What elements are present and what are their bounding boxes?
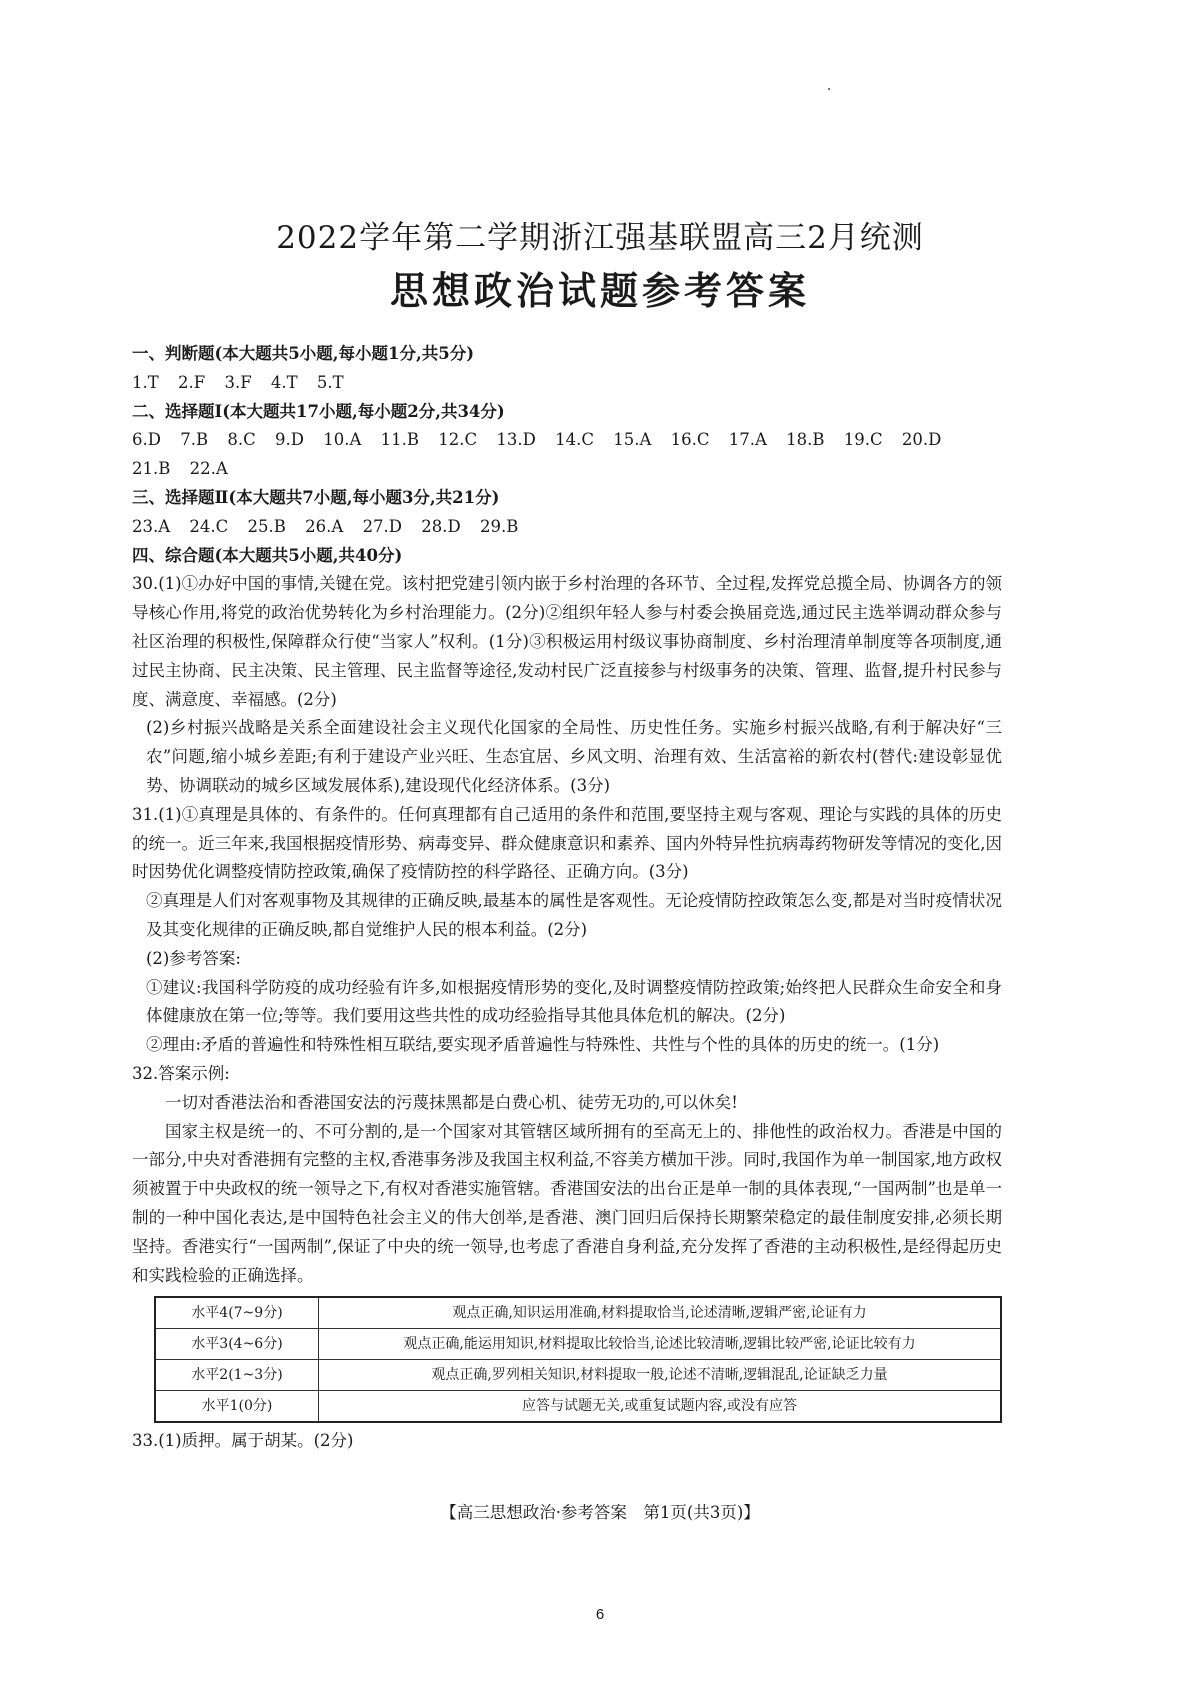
grade-description: 观点正确,罗列相关知识,材料提取一般,论述不清晰,逻辑混乱,论证缺乏力量 <box>319 1360 1002 1391</box>
answer-item: 6.D <box>132 430 161 450</box>
q31-part1-b: ②真理是人们对客观事物及其规律的正确反映,最基本的属性是客观性。无论疫情防控政策怎么变,都是对当时疫情状况及其变化规律的正确反映,都自觉维护人民的根本利益。(2分) <box>146 891 1002 939</box>
grade-description: 应答与试题无关,或重复试题内容,或没有应答 <box>319 1391 1002 1423</box>
page-number: 6 <box>595 1606 605 1623</box>
answer-item: 5.T <box>316 372 344 392</box>
grade-description: 观点正确,能运用知识,材料提取比较恰当,论述比较清晰,逻辑比较严密,论证比较有力 <box>319 1329 1002 1360</box>
q30-part2: (2)乡村振兴战略是关系全面建设社会主义现代化国家的全局性、历史性任务。实施乡村振兴战略,有利于解决好“三农”问题,缩小城乡差距;有利于建设产业兴旺、生态宜居、乡风文明、治理有效、生活富裕的新农村(替代:建设彰显优势、协调联动的城乡区域发展体系),建设现代化经济体系。(3分) <box>146 718 1002 795</box>
answer-item: 15.A <box>613 430 652 450</box>
q31-part2-reason: ②理由:矛盾的普遍性和特殊性相互联结,要实现矛盾普遍性与特殊性、共性与个性的具体的历史的统一。(1分) <box>146 1035 940 1055</box>
answer-item: 2.F <box>178 372 206 392</box>
answer-item: 29.B <box>480 516 519 536</box>
grading-table <box>154 1296 1002 1423</box>
answer-item: 4.T <box>270 372 298 392</box>
document-title: 2022学年第二学期浙江强基联盟高三2月统测 <box>276 220 924 256</box>
answer-item: 1.T <box>132 372 159 392</box>
answer-item: 20.D <box>901 430 942 450</box>
table-row <box>155 1329 1001 1360</box>
scan-speck <box>828 88 830 90</box>
answer-item: 9.D <box>274 430 304 450</box>
answer-item: 21.B <box>132 459 171 479</box>
answer-item: 22.A <box>189 459 228 479</box>
answer-item: 7.B <box>180 430 209 450</box>
answer-item: 24.C <box>189 516 229 536</box>
answer-item: 8.C <box>227 430 256 450</box>
page-footer: 【高三思想政治·参考答案 第1页(共3页)】 <box>440 1503 760 1522</box>
q30-part1: 30.(1)①办好中国的事情,关键在党。该村把党建引领内嵌于乡村治理的各环节、全过程,发挥党总揽全局、协调各方的领导核心作用,将党的政治优势转化为乡村治理能力。(2分)②组织年轻人参与村委会换届竞选,通过民主选举调动群众参与社区治理的积极性,保障群众行使“当家人”权利。(1分)③积极运用村级议事协商制度、乡村治理清单制度等各项制度,通过民主协商、民主决策、民主管理、民主监督等途径,发动村民广泛直接参与村级事务的决策、管理、监督,提升村民参与度、满意度、幸福感。(2分) <box>132 574 1002 709</box>
section-4-heading: 四、综合题(本大题共5小题,共40分) <box>132 545 403 565</box>
answer-item: 12.C <box>438 430 478 450</box>
section-2-answers-line2 <box>132 455 1002 484</box>
answer-item: 3.F <box>224 372 252 392</box>
grade-level: 水平1(0分) <box>155 1391 319 1423</box>
section-2-heading: 二、选择题Ⅰ(本大题共17小题,每小题2分,共34分) <box>132 401 505 421</box>
q32-answer-body: 国家主权是统一的、不可分割的,是一个国家对其管辖区域所拥有的至高无上的、排他性的政治权力。香港是中国的一部分,中央对香港拥有完整的主权,香港事务涉及我国主权利益,不容美方横加干涉。同时,我国作为单一制国家,地方政权须被置于中央政权的统一领导之下,有权对香港实施管辖。香港国安法的出台正是单一制的具体表现,“一国两制”也是单一制的一种中国化表达,是中国特色社会主义的伟大创举,是香港、澳门回归后保持长期繁荣稳定的最佳制度安排,必须长期坚持。香港实行“一国两制”,保证了中央的统一领导,也考虑了香港自身利益,充分发挥了香港的主动积极性,是经得起历史和实践检验的正确选择。 <box>132 1121 1002 1285</box>
answer-item: 10.A <box>323 430 362 450</box>
answer-item: 28.D <box>421 516 461 536</box>
section-3-answers <box>132 513 1002 542</box>
grade-level: 水平3(4~6分) <box>155 1329 319 1360</box>
section-2-answers-line1 <box>132 426 1002 455</box>
answer-item: 26.A <box>305 516 344 536</box>
q32-label: 32.答案示例: <box>132 1063 230 1083</box>
section-1-heading: 一、判断题(本大题共5小题,每小题1分,共5分) <box>132 344 475 363</box>
q31-part2-label: (2)参考答案: <box>146 948 241 968</box>
section-3-heading: 三、选择题Ⅱ(本大题共7小题,每小题3分,共21分) <box>132 487 500 507</box>
answer-item: 23.A <box>132 516 171 536</box>
answer-item: 19.C <box>843 430 883 450</box>
table-row <box>155 1360 1001 1391</box>
answer-content <box>132 340 1002 1456</box>
answer-item: 17.A <box>728 430 767 450</box>
answer-item: 13.D <box>496 430 536 450</box>
document-subtitle: 思想政治试题参考答案 <box>389 268 810 313</box>
q32-answer-opening: 一切对香港法治和香港国安法的污蔑抹黑都是白费心机、徒劳无功的,可以休矣! <box>165 1092 738 1112</box>
grade-description: 观点正确,知识运用准确,材料提取恰当,论述清晰,逻辑严密,论证有力 <box>319 1297 1002 1329</box>
q31-part1: 31.(1)①真理是具体的、有条件的。任何真理都有自己适用的条件和范围,要坚持主观与客观、理论与实践的具体的历史的统一。近三年来,我国根据疫情形势、病毒变异、群众健康意识和素养、国内外特异性抗病毒药物研发等情况的变化,因时因势优化调整疫情防控政策,确保了疫情防控的科学路径、正确方向。(3分) <box>132 804 1002 882</box>
table-row <box>155 1391 1001 1423</box>
q33-part1: 33.(1)质押。属于胡某。(2分) <box>132 1431 354 1451</box>
grade-level: 水平2(1~3分) <box>155 1360 319 1391</box>
answer-item: 11.B <box>380 430 419 450</box>
q31-part2-suggestion: ①建议:我国科学防疫的成功经验有许多,如根据疫情形势的变化,及时调整疫情防控政策;始终把人民群众生命安全和身体健康放在第一位;等等。我们要用这些共性的成功经验指导其他具体危机的解决。(2分) <box>146 977 1002 1026</box>
grade-level: 水平4(7~9分) <box>155 1297 319 1329</box>
answer-item: 16.C <box>670 430 710 450</box>
answer-item: 25.B <box>247 516 286 536</box>
answer-item: 27.D <box>362 516 403 536</box>
answer-item: 18.B <box>786 430 825 450</box>
section-1-answers <box>132 369 1002 398</box>
answer-item: 14.C <box>555 430 594 450</box>
table-row <box>155 1297 1001 1329</box>
